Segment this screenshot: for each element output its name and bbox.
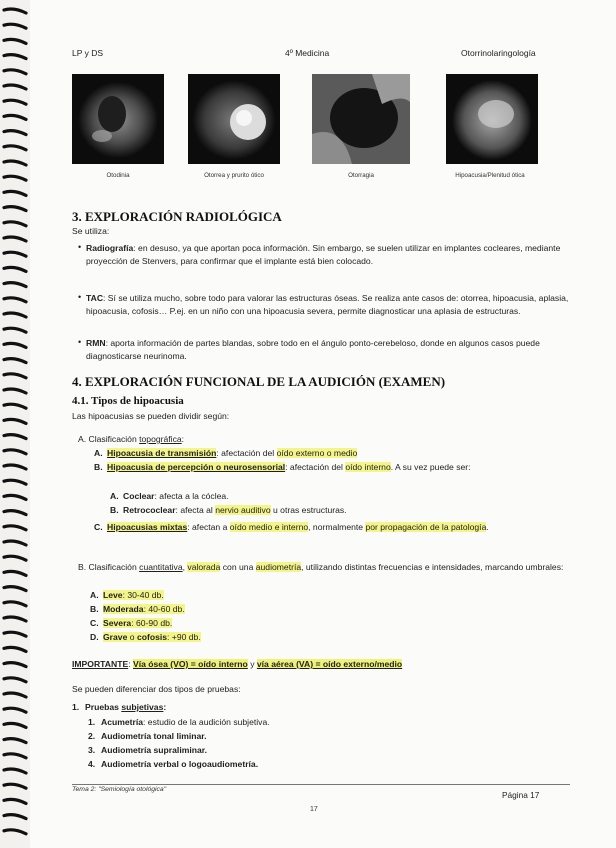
item-number: 3. — [88, 745, 96, 755]
header-center: 4º Medicina — [285, 48, 330, 58]
term: cofosis — [136, 632, 168, 642]
text: : Sí se utiliza mucho, sobre todo para valorar las estructuras óseas. Se realiza ante casos de: otorrea, hipoacusia, aplasia, hipoacusia, cofosis… P.ej. en un niño con una hipoacusia severa, permite diagnosticar una aplasia de estructuras. — [86, 293, 569, 316]
item-tac — [86, 292, 572, 317]
spiral-ring — [4, 769, 26, 773]
spiral-ring — [4, 176, 26, 180]
term: Audiometría supraliminar. — [101, 745, 208, 755]
spiral-ring — [4, 389, 26, 393]
spiral-ring — [4, 678, 26, 682]
subsection-title: 4.1. Tipos de hipoacusia — [72, 395, 184, 407]
highlight: oído medio e interno — [229, 522, 309, 532]
highlight: audiometría — [255, 562, 302, 572]
spiral-ring — [4, 191, 26, 195]
spiral-ring — [4, 587, 26, 591]
spiral-ring — [4, 708, 26, 712]
spiral-ring — [4, 556, 26, 560]
spiral-ring — [4, 9, 26, 13]
photo-caption: Otodinia — [106, 172, 130, 179]
item-number: 4. — [88, 759, 96, 769]
footer-rule — [72, 784, 570, 785]
spiral-ring — [4, 663, 26, 667]
important-label: IMPORTANTE — [72, 659, 129, 669]
highlight: oído interno — [345, 462, 391, 472]
text: : estudio de la audición subjetiva. — [143, 717, 270, 727]
tests-intro: Se pueden diferenciar dos tipos de pruebas: — [72, 684, 241, 694]
classification-b — [78, 561, 576, 574]
spiral-ring — [4, 237, 26, 241]
term: Leve — [103, 590, 123, 600]
test-item — [88, 730, 207, 743]
spiral-ring — [4, 146, 26, 150]
photo-caption: Hipoacusia/Plenitud ótica — [455, 172, 525, 179]
term: Radiografía — [86, 243, 134, 253]
spiral-ring — [4, 131, 26, 135]
item-number: B. — [94, 462, 103, 472]
spiral-ring — [4, 55, 26, 59]
term: topográfica — [139, 434, 182, 444]
text: . A su vez puede ser: — [390, 462, 471, 472]
section-4-title: 4. EXPLORACIÓN FUNCIONAL DE LA AUDICIÓN (EXAMEN) — [72, 374, 446, 389]
otoscopy-photo-otorragia — [312, 74, 410, 164]
term: subjetivas — [121, 702, 164, 712]
text: o — [127, 632, 137, 642]
term: Grave — [103, 632, 128, 642]
spiral-ring — [4, 222, 26, 226]
spiral-ring — [4, 343, 26, 347]
spiral-ring — [4, 739, 26, 743]
bullet: • — [78, 242, 82, 252]
spiral-ring — [4, 647, 26, 651]
spiral-ring — [4, 632, 26, 636]
grade-leve — [90, 589, 164, 602]
term: Hipoacusia de percepción o neurosensorial — [107, 462, 286, 472]
spiral-ring — [4, 571, 26, 575]
highlight: vía aérea (VA) = oído externo/medio — [256, 659, 403, 669]
topographic-item-b — [94, 461, 576, 474]
term: TAC — [86, 293, 104, 303]
spiral-ring — [4, 617, 26, 621]
header-right: Otorrinolaringología — [461, 48, 536, 58]
item-rmn — [86, 337, 572, 362]
text: . — [486, 522, 489, 532]
item-number: A. — [94, 448, 103, 458]
otoscopy-photo-hipoacusia — [446, 74, 538, 164]
test-item — [88, 744, 207, 757]
highlight: Vía ósea (VO) = oído interno — [132, 659, 248, 669]
spiral-ring — [4, 419, 26, 423]
topographic-item-c — [94, 521, 576, 534]
spiral-ring — [4, 435, 26, 439]
text: A. Clasificación — [78, 434, 140, 444]
term: cuantitativa — [139, 562, 183, 572]
bullet: • — [78, 292, 82, 302]
text: Pruebas — [85, 702, 122, 712]
grade-moderada — [90, 603, 185, 616]
grade-severa — [90, 617, 172, 630]
spiral-ring — [4, 328, 26, 332]
otoscopy-photo-otodinia — [72, 74, 164, 164]
term: Coclear — [123, 491, 155, 501]
spiral-ring — [4, 359, 26, 363]
text: : en desuso, ya que aportan poca información. Sin embargo, se suelen utilizar en implantes cocleares, mediante proyección de Stenvers, para confirmar que el implante está bien colocado. — [86, 243, 561, 266]
topographic-item-a — [94, 447, 357, 460]
item-number: 1. — [72, 702, 80, 712]
text: : afectación del — [216, 448, 277, 458]
otoscopy-photo-otorrea — [188, 74, 280, 164]
item-number: C. — [90, 618, 99, 628]
spiral-ring — [4, 723, 26, 727]
text: : — [181, 434, 185, 444]
grade-value: : +90 db. — [167, 632, 201, 642]
spiral-ring — [4, 693, 26, 697]
text: : afectación del — [285, 462, 346, 472]
tests-heading — [72, 701, 166, 714]
spiral-ring — [4, 465, 26, 469]
spiral-ring — [4, 495, 26, 499]
item-number: A. — [90, 590, 99, 600]
text: u otras estructuras. — [270, 505, 347, 515]
term: Hipoacusias mixtas — [107, 522, 188, 532]
term: Audiometría tonal liminar. — [101, 731, 207, 741]
term: Audiometría verbal o logoaudiometría. — [101, 759, 259, 769]
spiral-ring — [4, 298, 26, 302]
term: Hipoacusia de transmisión — [107, 448, 217, 458]
text: , — [182, 562, 188, 572]
document-page — [30, 0, 616, 848]
perception-item-b — [110, 504, 347, 517]
spiral-ring — [4, 784, 26, 788]
test-item — [88, 716, 270, 729]
text: : — [163, 702, 167, 712]
spiral-ring — [4, 799, 26, 803]
footer-topic: Tema 2: "Semiología otológica" — [72, 786, 167, 793]
item-number: A. — [110, 491, 119, 501]
spiral-ring — [4, 70, 26, 74]
photo-caption: Otorrea y prurito ótico — [204, 172, 264, 179]
perception-item-a — [110, 490, 229, 503]
spiral-ring — [4, 283, 26, 287]
item-number: D. — [90, 632, 99, 642]
spiral-ring — [4, 115, 26, 119]
highlight: valorada — [187, 562, 221, 572]
spiral-ring — [4, 24, 26, 28]
text: y — [247, 659, 257, 669]
spiral-ring — [4, 480, 26, 484]
footer-page-number: 17 — [310, 806, 318, 813]
spiral-ring — [4, 526, 26, 530]
spiral-ring — [4, 404, 26, 408]
highlight: oído externo o medio — [276, 448, 358, 458]
grade-value: : 40-60 db. — [143, 604, 185, 614]
grade-value: : 60-90 db. — [131, 618, 173, 628]
classification-a — [78, 433, 184, 446]
test-item — [88, 758, 258, 771]
spiral-ring — [4, 207, 26, 211]
spiral-ring — [4, 754, 26, 758]
photo-caption: Otorragia — [348, 172, 374, 179]
spiral-ring — [4, 602, 26, 606]
text: : aporta información de partes blandas, sobre todo en el ángulo ponto-cerebeloso, donde en algunos casos puede diagnosticarse neurinoma. — [86, 338, 540, 361]
item-number: C. — [94, 522, 103, 532]
highlight: nervio auditivo — [215, 505, 271, 515]
spiral-ring — [4, 541, 26, 545]
bullet: • — [78, 337, 82, 347]
spiral-ring — [4, 100, 26, 104]
item-number: B. — [90, 604, 99, 614]
spiral-ring — [4, 450, 26, 454]
header-left: LP y DS — [72, 48, 104, 58]
text: : afecta a la cóclea. — [154, 491, 229, 501]
term: Severa — [103, 618, 132, 628]
important-note: IMPORTANTE: Vía ósea (VO) = oído interno y vía aérea (VA) = oído externo/medio — [72, 659, 403, 669]
grade-value: : 30-40 db. — [122, 590, 164, 600]
highlight: por propagación de la patología — [365, 522, 487, 532]
section-3-intro: Se utiliza: — [72, 226, 110, 236]
term: Moderada — [103, 604, 144, 614]
spiral-ring — [4, 85, 26, 89]
section-3-title: 3. EXPLORACIÓN RADIOLÓGICA — [72, 209, 282, 224]
item-radiografia — [86, 242, 572, 267]
item-number: 2. — [88, 731, 96, 741]
spiral-ring — [4, 374, 26, 378]
item-number: B. — [110, 505, 119, 515]
footer-page-label: Página 17 — [502, 790, 540, 800]
text: : afectan a — [187, 522, 230, 532]
spiral-ring — [4, 161, 26, 165]
item-number: 1. — [88, 717, 96, 727]
grade-grave — [90, 631, 201, 644]
text: B. Clasificación — [78, 562, 140, 572]
spiral-binding — [0, 0, 30, 848]
term: RMN — [86, 338, 106, 348]
term: Retrococlear — [123, 505, 176, 515]
text: , utilizando distintas frecuencias e intensidades, marcando umbrales: — [301, 562, 564, 572]
text: , normalmente — [308, 522, 366, 532]
spiral-ring — [4, 267, 26, 271]
spiral-ring — [4, 252, 26, 256]
spiral-ring — [4, 511, 26, 515]
spiral-ring — [4, 830, 26, 834]
text: : afecta al — [175, 505, 216, 515]
spiral-ring — [4, 39, 26, 43]
term: Acumetría — [101, 717, 144, 727]
spiral-ring — [4, 815, 26, 819]
text: con una — [220, 562, 256, 572]
spiral-ring — [4, 313, 26, 317]
subsection-intro: Las hipoacusias se pueden dividir según: — [72, 411, 230, 421]
